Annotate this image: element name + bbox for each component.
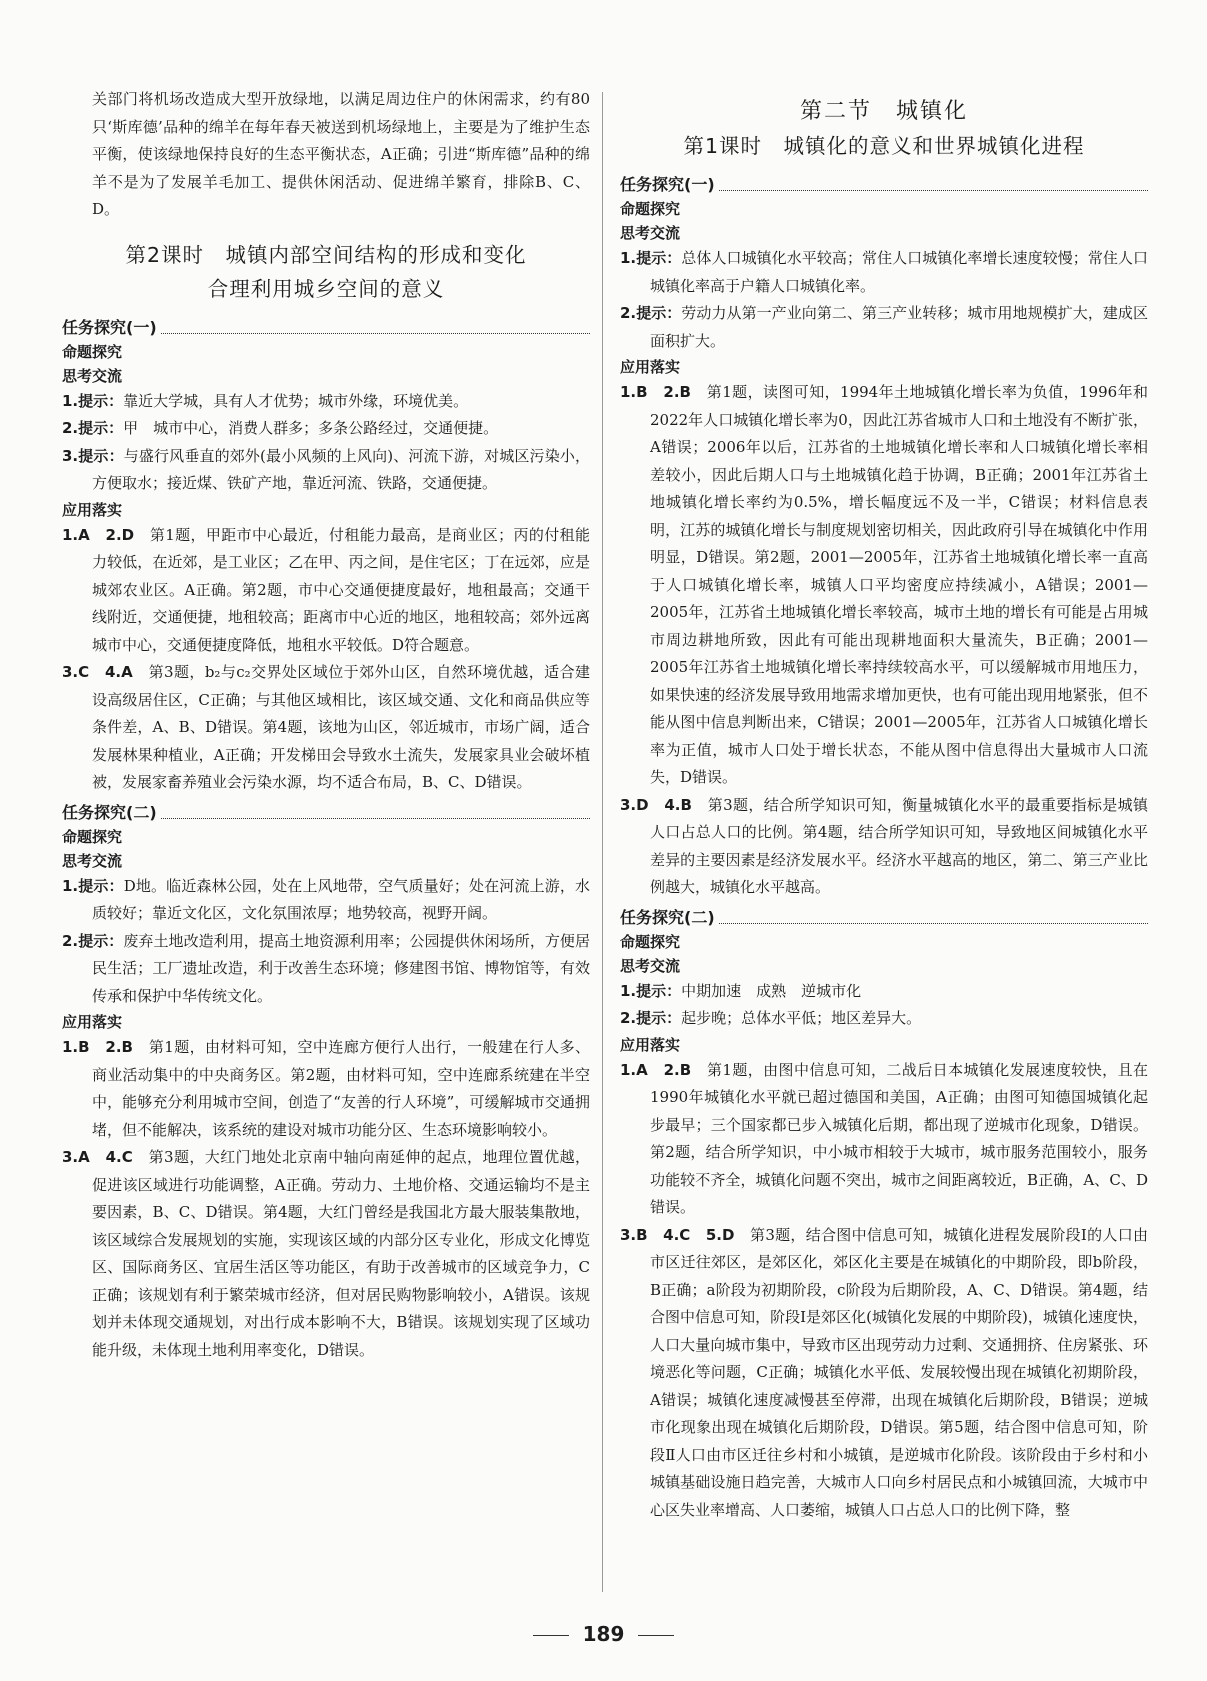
subheading: 思考交流 — [620, 956, 681, 975]
left-column — [62, 86, 590, 1364]
answer-item: 1.提示：总体人口城镇化水平较高；常住人口城镇化率增长速度较慢；常住人口城镇化率高于户籍人口城镇化率。 — [620, 249, 1148, 295]
answer-item: 1.提示：靠近大学城，具有人才优势；城市外缘，环境优美。 — [62, 391, 469, 410]
answer-item: 3.提示：与盛行风垂直的郊外(最小风频的上风向)、河流下游，对城区污染小，方便取水；接近煤、铁矿产地，靠近河流、铁路，交通便捷。 — [62, 446, 590, 492]
task-heading: 任务探究(二) — [62, 801, 590, 825]
lesson-title: 第1课时 城镇化的意义和世界城镇化进程 — [683, 134, 1085, 158]
answer-item: 2.提示：废弃土地改造利用，提高土地资源利用率；公园提供休闲场所，方便居民生活；工厂遗址改造，利于改善生态环境；修建图书馆、博物馆等，有效传承和保护中华传统文化。 — [62, 931, 590, 1005]
answer-item: 3.D 4.B 第3题，结合所学知识可知，衡量城镇化水平的最重要指标是城镇人口占总人口的比例。第4题，结合所学知识可知，导致地区间城镇化水平差异的主要因素是经济发展水平。经济水平越高的地区，第二、第三产业比例越大，城镇化水平越高。 — [620, 795, 1149, 896]
page-number: 189 — [0, 1622, 1207, 1646]
subheading: 思考交流 — [62, 851, 123, 870]
answer-item: 1.B 2.B 第1题，由材料可知，空中连廊方便行人出行，一般建在行人多、商业活动集中的中央商务区。第2题，由材料可知，空中连廊系统建在半空中，能够充分利用城市空间，创造了“友善的行人环境”，可缓解城市交通拥堵，但不能解决，该系统的建设对城市功能分区、生态环境影响较小。 — [62, 1038, 591, 1139]
answer-item: 1.A 2.D 第1题，甲距市中心最近，付租能力最高，是商业区；丙的付租能力较低，在近郊，是工业区；乙在甲、丙之间，是住宅区；丁在远郊，应是城郊农业区。A正确。第2题，市中心交通便捷度最好，地租最高；交通干线附近，交通便捷，地租较高；距离市中心近的地区，地租较高；郊外远离城市中心，交通便捷度降低，地租水平较低。D符合题意。 — [62, 525, 590, 654]
answer-item: 3.B 4.C 5.D 第3题，结合图中信息可知，城镇化进程发展阶段Ⅰ的人口由市区迁往郊区，是郊区化，郊区化主要是在城镇化的中期阶段，即b阶段，B正确；a阶段为初期阶段，c阶段为后期阶段，A、C、D错误。第4题，结合图中信息可知，阶段Ⅰ是郊区化(城镇化发展的中期阶段)，城镇化速度快，人口大量向城市集中，导致市区出现劳动力过剩、交通拥挤、住房紧张、环境恶化等问题，C正确；城镇化水平低、发展较慢出现在城镇化初期阶段，A错误；城镇化速度减慢甚至停滞，出现在城镇化后期阶段，B错误；逆城市化现象出现在城镇化后期阶段，D错误。第5题，结合图中信息可知，阶段Ⅱ人口由市区迁往乡村和小城镇，是逆城市化阶段。该阶段由于乡村和小城镇基础设施日趋完善，大城市人口向乡村居民点和小城镇回流，大城市中心区失业率增高、人口萎缩，城镇人口占总人口的比例下降，整 — [620, 1225, 1148, 1519]
subheading: 应用落实 — [620, 1035, 681, 1054]
subheading: 应用落实 — [62, 500, 123, 519]
answer-item: 3.A 4.C 第3题，大红门地处北京南中轴向南延伸的起点，地理位置优越，促进该区域进行功能调整，A正确。劳动力、土地价格、交通运输均不是主要因素，B、C、D错误。第4题，大红门曾经是我国北方最大服装集散地，该区域综合发展规划的实施，实现该区域的内部分区专业化，形成文化博览区、国际商务区、宜居生活区等功能区，有助于改善城市的区域竞争力，C正确；该规划有利于繁荣城市经济，但对居民购物影响较小，A错误。该规划并未体现交通规划，对出行成本影响不大，B错误。该规划实现了区域功能升级，未体现土地利用率变化，D错误。 — [62, 1148, 591, 1359]
lesson-title — [62, 238, 590, 306]
answer-item: 2.提示：劳动力从第一产业向第二、第三产业转移；城市用地规模扩大，建成区面积扩大。 — [620, 304, 1148, 350]
subheading: 命题探究 — [62, 827, 123, 846]
subheading: 思考交流 — [62, 366, 123, 385]
task-heading: 任务探究(二) — [620, 906, 1148, 930]
answer-item: 2.提示：起步晚；总体水平低；地区差异大。 — [620, 1009, 922, 1027]
answer-item: 1.A 2.B 第1题，由图中信息可知，二战后日本城镇化发展速度较快，且在1990年城镇化水平就已超过德国和美国，A正确；由图可知德国城镇化起步最早；三个国家都已步入城镇化后期，都出现了逆城市化现象，D错误。第2题，结合所学知识，中小城市相较于大城市，城市服务范围较小，服务功能较不齐全，城镇化问题不突出，城市之间距离较近，B正确，A、C、D错误。 — [620, 1060, 1148, 1216]
subheading: 命题探究 — [620, 932, 681, 951]
lesson-title-line-2: 合理利用城乡空间的意义 — [207, 276, 445, 301]
answer-item: 2.提示：甲 城市中心，消费人群多；多条公路经过，交通便捷。 — [62, 419, 499, 437]
lesson-title-line-1: 第2课时 城镇内部空间结构的形成和变化 — [125, 242, 527, 267]
subheading: 命题探究 — [620, 200, 681, 218]
right-column — [620, 86, 1148, 1524]
column-divider — [602, 92, 603, 1592]
subheading: 应用落实 — [62, 1013, 123, 1031]
answer-item: 1.提示：中期加速 成熟 逆城市化 — [620, 981, 862, 1000]
answer-item: 1.B 2.B 第1题，读图可知，1994年土地城镇化增长率为负值，1996年和2022年人口城镇化增长率为0，因此江苏省城市人口和土地没有不断扩张，A错误；2006年以后，江苏省的土地城镇化增长率和人口城镇化增长率相差较小，因此后期人口与土地城镇化趋于协调，B正确；2001年江苏省土地城镇化增长率约为0.5%，增长幅度远不及一半，C错误；材料信息表明，江苏的城镇化增长与制度规划密切相关，因此政府引导在城镇化中作用明显，D错误。第2题，2001—2005年，江苏省土地城镇化增长率一直高于人口城镇化增长率，城镇人口平均密度应持续减小，A错误；2001—2005年，江苏省土地城镇化增长率较高，城市土地的增长有可能是占用城市周边耕地所致，因此有可能出现耕地面积大量流失，B正确；2001—2005年江苏省土地城镇化增长率持续较高水平，可以缓解城市用地压力，如果快速的经济发展导致用地需求增加更快，也有可能出现用地紧张，但不能从图中信息判断出来，C错误；2001—2005年，江苏省人口城镇化增长率为正值，城市人口处于增长状态，不能从图中信息得出大量城市人口流失，D错误。 — [620, 383, 1148, 786]
answer-item: 3.C 4.A 第3题，b₂与c₂交界处区域位于郊外山区，自然环境优越，适合建设高级居住区，C正确；与其他区域相比，该区域交通、文化和商品供应等条件差，A、B、D错误。第4题，该地为山区，邻近城市，市场广阔，适合发展林果种植业，A正确；开发梯田会导致水土流失，发展家具业会破坏植被，发展家畜养殖业会污染水源，均不适合布局，B、C、D错误。 — [62, 663, 590, 791]
subheading: 应用落实 — [620, 358, 681, 376]
task-heading: 任务探究(一) — [62, 316, 590, 340]
intro-paragraph: 关部门将机场改造成大型开放绿地，以满足周边住户的休闲需求，约有80只‘斯库德’品种的绵羊在每年春天被送到机场绿地上，主要是为了维护生态平衡，使该绿地保持良好的生态平衡状态，A正确；引进“斯库德”品种的绵羊不是为了发展羊毛加工、提供休闲活动、促进绵羊繁育，排除B、C、D。 — [92, 90, 590, 218]
subheading: 思考交流 — [620, 224, 681, 242]
section-title: 第二节 城镇化 — [799, 99, 968, 124]
answer-item: 1.提示：D地。临近森林公园，处在上风地带，空气质量好；处在河流上游，水质较好；靠近文化区，文化氛围浓厚；地势较高，视野开阔。 — [62, 876, 591, 922]
task-heading: 任务探究(一) — [620, 173, 1148, 197]
subheading: 命题探究 — [62, 342, 123, 361]
